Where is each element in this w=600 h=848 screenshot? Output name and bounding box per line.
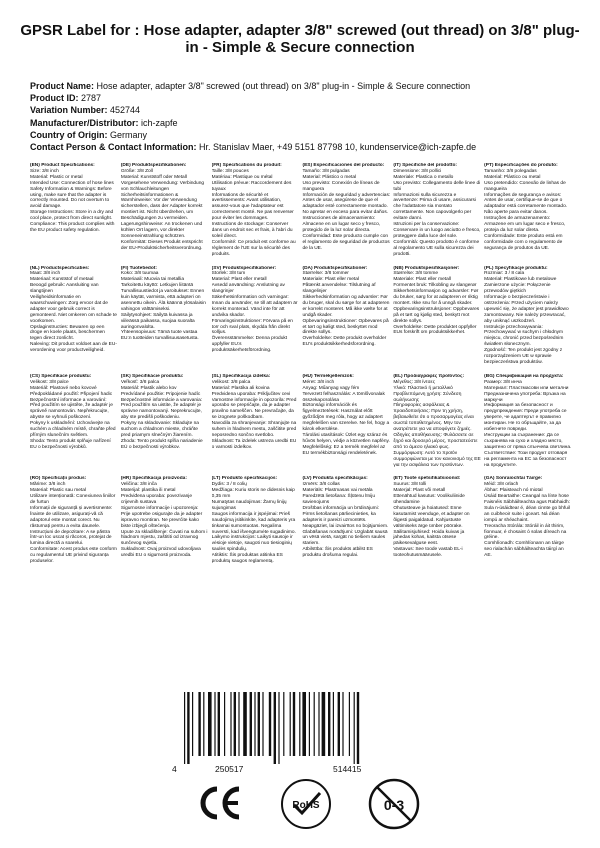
spec-block [121,163,212,258]
product-info-label: Product ID: [30,93,79,104]
spec-block [393,374,484,469]
spec-line: Säilytysohjeet: Säilytä kuivassa ja viileässä paikassa, suojaa suoralta auringonvalolta. [120,312,195,330]
spec-line: Vorgesehene Verwendung: Verbindung von Schlauchleitungen [120,180,205,192]
spec-line: Varnostne informacije in opozorila: Pred uporabo se prepričajte, da je adapter pravilno nameščen. Ne prevračajte, da se izognete poškodbam. [211,397,297,421]
spec-line: Conformidad: Este producto cumple con el reglamento de seguridad de productos de la UE. [302,233,390,251]
product-info-value: Hose adapter, adapter 3/8" screwed (out thread) on 3/8" plug-in - Simple & Secure connection [96,81,471,91]
product-info-value: ich-zapfe [141,117,178,128]
spec-line: Velikost: 3/8 palce [30,379,69,385]
spec-line: Predvídané použitie: Pripojenie hadíc [120,391,201,397]
spec-block [393,266,484,366]
spec-line: Uso previsto: Conexión de líneas de manguera [302,180,380,192]
spec-line: Инструкции за съхранение: Да се съхранява на сухо и хладно място, защитено от пряка слънчева светлина. [484,432,572,450]
spec-line: Lagerungshinweise: An trockenen und kühlen Ort lagern, vor direkter Sonneneinstrahlung schützen. [120,222,203,239]
spec-line: Paredzētā lietošana: Šļūtenu līniju savienojums [302,494,376,506]
spec-line: Overholdelse: Dette produktet oppfyller EUs forskrift om produktsikkerhet. [393,324,477,336]
spec-line: Izmērs: 3/8 collas [302,482,340,488]
spec-line: Säkerhetsinformation och varningar: Innan du använder, se till att adaptern är korrekt monterad. Vänd inte för att undvika skador. [211,295,298,318]
spec-heading: (HU) Termékjellemzők: [302,373,354,379]
barcode-bar [184,692,185,764]
barcode-bar [214,692,215,756]
spec-line: Ohutusteave ja hoiatused: Enne kasutamist veenduge, et adapter on õigesti paigaldatud. Kahjustuste vältimiseks ärge ümber pöörake. [393,505,470,529]
product-info-row [30,80,575,92]
spec-line: Biztonsági információk és figyelmeztetések: Használat előtt győződjön meg róla, hogy az adaptert megfelelően van szerelve. Ne fel, hogy a károk elkerülése. [302,403,390,433]
spec-line: Méret: 3/8 inch [302,379,335,385]
spec-line: Προβλεπόμενη χρήση: Σύνδεση σωλήνωσης [393,391,462,403]
spec-block [393,163,484,258]
barcode-bar [262,692,263,756]
spec-heading: (SV) Produktspecifikationer: [211,265,277,271]
spec-heading: (PT) Especificações do produto: [484,163,558,168]
page-title: GPSR Label for : Hose adapter, adapter 3/8" screwed (out thread) on 3/8" plug-in - Simple & Secure connection [20,22,580,56]
spec-line: Zhoda: Tento produkt spĺňa nariadenie EÚ o bezpečnosti výrobkov. [120,438,203,450]
spec-heading: (PL) Specyfikacje produktu: [484,265,548,271]
barcode-bar [274,692,276,764]
spec-line: Størrelse: 3/8 tomme [393,271,439,277]
spec-line: Instructions de stockage: Conserver dans un endroit sec et frais, à l'abri du soleil direct. [211,222,293,239]
spec-heading: (IT) Specifiche del prodotto: [393,163,458,168]
spec-line: Materijal: plastika ili metal [120,488,176,494]
spec-line: Ettenähtud kasutus: Voolikuliinide ühendamine [393,494,465,506]
spec-block [212,266,303,366]
spec-line: Yhteensopivuus: Tämä tuote vastaa EU:n tuotteiden turvallisuusasetusta. [120,330,199,342]
spec-line: Taille: 3/8 pouces [211,168,249,174]
barcode-bar [333,692,334,756]
barcode-bar [293,692,295,756]
barcode-bar [258,692,260,756]
spec-line: Utilisation prévue: Raccordement des tuyaux [211,180,292,192]
spec-line: Tarkoitettu käyttö: Letkujen liitäntä [120,283,194,289]
spec-heading: (NB) Produktspesifikasjoner: [393,265,460,271]
spec-heading: (DA) Produktspecifikationer: [302,265,368,271]
spec-line: Størrelse: 3/8 tommer [302,271,349,277]
barcode-bar [192,692,193,756]
barcode-bar [318,692,319,756]
spec-line: Maat: 3/8 inch [30,271,61,277]
spec-block [484,476,575,565]
spec-block [121,476,212,565]
spec-line: Rozmiar: 3 / 8 cala [484,271,525,277]
spec-line: Съответствие: Този продукт отговаря на регламента на ЕС за безопасност на продуктите. [484,450,568,468]
spec-heading: (CS) Specifikace produktu: [30,373,92,379]
barcode-digit-left: 4 [172,764,177,774]
spec-heading: (FI) Tuotetiedot: [120,265,157,271]
spec-heading: (GA) Sonraíochtaí Táirge: [484,476,543,482]
spec-line: Oppbevaringsinstruksjoner: Oppbevares på et tørt og kjølig sted, beskytt mot direkte sollys. [393,306,480,324]
spec-line: Koko: 3/8 tuumaa [120,271,159,277]
spec-line: Storlek: 3/8 tum [211,271,246,277]
spec-line: Conformidade: Este produto está em conformidade com o regulamento de segurança de produtos da UE. [484,233,563,251]
spec-line: Veličina: 3/8 inča [120,482,157,488]
product-info-value: 452744 [110,105,141,116]
spec-line: Predviđena uporaba: povezivanje crijevnih sustava [120,494,193,506]
ce-mark-icon [195,778,245,828]
spec-line: Μέγεθος: 3/8 ίντσες [393,379,435,385]
spec-line: Opbevaringsinstruktioner: Opbevares på et tørt og køligt sted, beskyttet mod direkte sollys. [302,318,389,336]
spec-line: Laikymo instrukcijos: Laikyti sausoje ir vėsioje vietoje, saugoti nuo tiesioginių saulės spindulių. [211,535,293,553]
barcode-bar [338,692,340,756]
spec-line: Méid: 3/8 orlach [484,482,519,488]
spec-line: Informations de sécurité et avertissements: Avant utilisation, assurez-vous que l'adaptateur est correctement monté. Ne pas renverser pour éviter les dommages. [211,192,294,222]
spec-line: Overholdelse: Dette produkt overholder EU's produktsikkerhedsforordning. [302,336,387,348]
spec-block [302,374,393,469]
barcode [180,692,425,764]
barcode-bar [269,692,271,756]
spec-line: Material: Kunststoff oder Metall [120,174,187,180]
spec-line: Atitiktis: Šis produktas atitinka ES produktų saugos reglamentą. [211,553,283,565]
spec-line: Skladnost: Ta izdelek ustreza uredbi EU o varnosti izdelkov. [211,438,297,450]
product-info-value: Germany [110,129,148,140]
spec-line: Materiaali: Muovia tai metallia [120,277,185,283]
product-info-row [30,129,575,141]
barcode-bar [328,692,330,756]
compliance-icons [180,778,440,834]
spec-line: Οδηγίες αποθήκευσης: Φυλάσσετε σε ξηρό και δροσερό μέρος, προστατεύστε από το άμεσο ηλιακό φως. [393,432,478,450]
spec-line: Mărime: 3/8 inch [30,482,66,488]
barcode-bar [283,692,284,756]
barcode-bar [198,692,200,756]
spec-heading: (FR) Spécifications du produit: [211,163,282,168]
spec-line: Tervezett felhasználás: A tömlővonalak összekapcsolása [302,391,385,403]
spec-block [484,163,575,258]
specs-row [30,266,575,366]
spec-line: Veiligheidsinformatie en waarschuwingen: Zorg ervoor dat de adapter voor gebruik correct is gemonteerd. Niet omkeren om schade te voorkomen. [30,295,117,324]
spec-line: Conformité: Ce produit est conforme au règlement de l'UE sur la sécurité des produits. [211,239,296,257]
spec-line: Υλικό: Πλαστικό ή μεταλλικό [393,385,453,391]
spec-block [212,476,303,565]
barcode-bar [203,692,204,756]
barcode-bar [354,692,355,764]
spec-block [30,374,121,469]
spec-line: Předpokládané použití: Připojení hadic [30,391,113,397]
spec-line: Saugos informacija ir įspėjimai: Prieš naudojimą įsitikinkite, kad adapteris yra tinkamai sumontuotas. Negalima nuversti, kad išvengtumėte sugadinimo. [211,511,296,535]
product-info-row [30,104,575,116]
spec-line: Πληροφορίες ασφάλειας & προειδοποιήσεις: Πριν τη χρήση, βεβαιωθείτε ότι ο προσαρμογέας είναι σωστά τοποθετημένος. Μην τον ανατρέπετε για να αποφύγετε ζημιές. [393,403,474,433]
spec-line: Faisnéis Sábháilteachta agus Rabhaidh: Sula n-úsáidtear é, déan cinnte go bhfuil an cuibheoir suite i gceart. Ná déan iompú ar shéachaint. [484,500,571,523]
spec-heading: (HR) Specifikacija proizvoda: [120,476,187,482]
spec-line: Material: Plastic sau metal [30,488,86,494]
age-0-3-warning-icon [368,778,420,830]
spec-line: Información de seguridad y advertencias: Antes de usar, asegúrese de que el adaptador esté correctamente montado. No apretar en exceso para evitar daños. [302,192,391,216]
spec-line: Treoracha Stórála: Stóráil in áit thirim, fionnuar, é chosaint ó solas díreach na gréine. [484,523,567,541]
product-info-label: Product Name: [30,81,95,91]
spec-line: Materiaal: Kunststof of metaal [30,277,94,283]
spec-block [30,476,121,565]
spec-line: Bezpečnostné informácie a varovania: Pred použitím sa uistite, že adaptér je správne namontovaný. Neprekrucujte, aby ste predišli poškodeniu. [120,397,203,421]
specs-grid [30,163,575,573]
spec-line: Drošības informācija un brīdinājumi: Pirms lietošanas pārliecinieties, ka adapteris ir pareizi uzmontēts. Neapgāziet, lai izvairītos no bojājumiem. [302,505,389,529]
barcode-bar [208,692,212,756]
spec-line: Sicherheitsinformationen & Warnhinweise: Vor der Verwendung sicherstellen, dass der Adapter korrekt montiert ist. Nicht überdrehen, um Beschädigungen zu vermeiden. [120,192,203,222]
spec-line: Material: Plast eller metall [211,277,267,283]
barcode-bar [314,692,315,756]
spec-line: Numatytas naudojimas: Žarnų linijų sujungimas [211,500,287,511]
spec-block [121,374,212,469]
spec-line: Storage Instructions: Store in a dry and cool place, protect from direct sunlight. [30,210,114,222]
spec-heading: (LT) Produkto specifikacijos: [211,476,278,482]
spec-line: Megfelelőség: Ez a termék megfelel az EU termékbiztonsági rendeletének. [302,444,386,456]
spec-block [302,163,393,258]
spec-line: Tamaño: 3/8 pulgadas [302,168,350,174]
spec-line: Matériau: Plastique ou métal [211,174,273,180]
spec-line: Navodila za shranjevanje: Shranjujte na suhem in hladnem mestu, zaščitite pred neposredno sončno svetlobo. [211,421,297,438]
spec-line: Uso pretendido: Conexão de linhas de mangueira [484,180,566,192]
spec-line: Bezpečnostní informace a varování: Před použitím se ujistěte, že adaptér je správně namontován. Nepřekrucujte, abyste se vyhnuli poškození. [30,397,113,421]
specs-row [30,476,575,565]
spec-line: Instrukcje przechowywania: Przechowywać w suchym i chłodnym miejscu, chronić przed bezpośrednim światłem słonecznym. [484,324,564,348]
spec-line: Glabāšanas norādījumi: Uzglabāt sausā un vēsā vietā, sargāt no tiešiem saules stariem. [302,529,388,547]
spec-line: Istruzioni per la conservazione: Conservare in un luogo asciutto e fresco, proteggere dalla luce del sole. [393,222,481,239]
spec-heading: (RO) Specificații produs: [30,476,87,482]
spec-line: Úsáid Beartaithe: Ceangal na línte hose [484,494,569,500]
spec-heading: (SK) Špecifikácie produktu: [120,373,184,379]
spec-line: Comhlíonadh: Comhlíonann an táirge seo rialachán sábháilteachta táirgí an AE. [484,541,564,559]
product-info [30,80,575,153]
spec-block [302,266,393,366]
spec-line: Информация за безопасност и предупреждения: Преди употреба се уверете, че адаптерът е правилно монтиран. Не го обръщайте, за да избегнете повреди. [484,403,567,433]
spec-line: Sikkerhetsinformasjon og advarsler: Før du bruker, sørg for at adapteren er riktig montert. Ikke snu for å unngå skader. [393,289,479,306]
spec-block [484,266,575,366]
spec-line: Предназначена употреба: Връзка на маркучи [484,391,566,403]
product-info-label: Manufacturer/Distributor: [30,117,139,128]
specs-row [30,163,575,258]
barcode-bar [230,692,231,756]
spec-line: Instrucciones de almacenamiento: Almacene en un lugar seco y fresco, protegido de la luz solar directa. [302,216,381,233]
spec-line: Medžiaga: Kuriu storis ne didesnis kaip 0,35 mm [211,488,295,500]
barcode-digits-mid: 250517 [215,764,244,774]
spec-line: Dydis: 3 / 8 colių [211,482,247,488]
spec-line: Tamanho: 3/8 polegadas [484,168,537,174]
spec-line: Materiál: Plastové nebo kovové [30,385,97,391]
spec-line: Upute za skladištenje: Čuvati na suhom i hladnom mjestu, zaštititi od izravnog sunčevog svjetla. [120,529,208,547]
spec-line: Informações de segurança e avisos: Antes de usar, certifique-se de que o adaptador está corretamente montado. Não aperte para evitar danos. [484,192,568,216]
spec-line: Materiale: Plastica o metallo [393,174,454,180]
barcode-bar [290,692,291,756]
spec-line: Suurus: 3/8 tolli [393,482,427,488]
spec-line: Beoogd gebruik: Aansluiting van slangtijnen [30,283,99,295]
spec-line: Pokyny k uskladnění: Uchovávejte na suchém a chladném místě, chraňte před přímým slunečním světlem. [30,421,116,438]
spec-line: Uso previsto: Collegamento delle linee di tubi [393,180,481,192]
barcode-bar [254,692,255,756]
spec-line: Material: Plastic or metal [30,174,83,180]
spec-line: Materiale: Plast eller metal [302,277,360,283]
barcode-bar [299,692,300,756]
spec-block [302,476,393,565]
spec-line: Zgodność: Ten produkt jest zgodny z rozporządzeniem UE w sprawie bezpieczeństwa produktów. [484,348,563,365]
spec-line: Informacje o bezpieczeństwie i ostrzeżenia: Przed użyciem należy upewnić się, że adapter jest prawidłowo zamontowany. Nie należy przewracać, aby uniknąć uszkodzeń. [484,295,569,324]
spec-line: Pokyny na skladovanie: Skladujte na suchom a chladnom mieste, chráňte pred priamym slnečným žiarením. [120,421,199,438]
spec-line: Velikost: 3/8 palca [211,379,251,385]
spec-line: Säilitamisjuhised: Hoida kuivas ja jahedas kohas, kaitsta otsese päikesevalguse eest. [393,529,465,547]
barcode-bar [278,692,279,764]
spec-heading: (DE) Produktspezifikationen: [120,163,187,168]
spec-line: Informazioni sulla sicurezza e avvertenze: Prima di usare, assicurarsi che l'adattatore sia montato correttamente. Non capovolgerlo per evitare danni. [393,192,476,222]
product-info-label: Contact Person & Contact Information: [30,142,197,153]
spec-line: Material: Plastika ali kovina [211,385,270,391]
spec-line: Material: Plástico o metal [302,174,357,180]
spec-line: Size: 3/8 inch [30,168,59,174]
spec-line: Conformitate: Acest produs este conform cu regulamentul UE privind siguranța produselor. [30,547,117,565]
specs-row [30,374,575,469]
rohs-icon [280,778,332,830]
spec-line: Materiál: Plastik alebo kov [120,385,177,391]
spec-line: Turvallisuustiedot ja varoitukset: Ennen kuin käytät, varmista, että adapteri on asennettu oikein. Älä käännä ylösalaisin vahingon välttämiseksi. [120,289,206,312]
barcode-bar [349,692,350,756]
spec-line: Safety Information & Warnings: Before using, make sure that the adapter is correctly mounted. Do not overturn to avoid damage. [30,186,112,210]
spec-line: Συμμόρφωση: Αυτό το προϊόν συμμορφώνεται με τον κανονισμό της ΕΕ για την ασφάλεια των προϊόντων. [393,450,481,468]
product-info-row [30,141,575,153]
barcode-bar [187,692,189,764]
barcode-bar [243,692,247,756]
spec-heading: (SL) Specifikacija izdelka: [211,373,271,379]
spec-block [393,476,484,565]
barcode-bar [342,692,343,756]
spec-line: Tárolási utasítások: Üzlet egy száraz és hűvös helyen, védje a közvetlen napfény. [302,432,390,444]
barcode-bar [322,692,326,756]
barcode-bar [238,692,239,756]
spec-line: Материал: Пластмасови или метални [484,385,569,391]
product-info-value: 2787 [81,93,102,104]
barcode-bar [218,692,220,756]
spec-line: Överensstämmelse: Denna produkt uppfyller EU:s produktsäkerhetsförordning. [211,336,288,354]
spec-heading: (ET) Toote spetsifikatsioonid: [393,476,461,482]
spec-line: Utilizare intenționată: Conexiunea liniilor de furtun [30,494,116,506]
product-info-value: Hr. Stanislav Maer, +49 5151 87798 10, kundenservice@ich-zapfe.de [199,142,477,153]
spec-line: Avsedd användning: Anslutning av slangrinjer [211,283,285,295]
barcode-bar [357,692,359,764]
product-info-label: Variation Number: [30,105,108,116]
barcode-bar [234,692,236,756]
spec-heading: (BG) Спецификация на продукта: [484,373,564,379]
svg-text:0-3: 0-3 [383,797,405,813]
spec-line: Konformität: Dieses Produkt entspricht der EU-Produktsicherheitsverordnung. [120,239,203,251]
spec-heading: (NL) Productspecificaties: [30,265,90,271]
product-info-label: Country of Origin: [30,129,108,140]
spec-line: Instruções de armazenamento: Armazene em um lugar seco e fresco, proteja da luz solar direta. [484,216,566,233]
spec-line: Veľkosť: 3/8 palca [120,379,160,385]
spec-block [212,374,303,469]
spec-line: Materjal: Plast või metall [393,488,446,494]
spec-line: Conformità: Questo prodotto è conforme al regolamento UE sulla sicurezza dei prodotti. [393,239,480,257]
spec-line: Informații de siguranță și avertismente: Înainte de utilizare, asigurați-vă că adaptorul este montat corect. Nu răsturnați pentru a evita daunele. [30,505,113,529]
spec-line: Dimensione: 3/8 pollici [393,168,442,174]
spec-line: Påtænkt anvendelse: Tilslutning af slangelinjer [302,283,376,295]
spec-line: Размер: 3/8 инча [484,379,522,385]
spec-line: Sukladnost: Ovaj proizvod udovoljava uredbi EU o sigurnosti proizvoda. [120,547,201,559]
svg-text:RoHS: RoHS [292,800,320,811]
spec-block [212,163,303,258]
barcode-digits-right: 514415 [333,764,362,774]
spec-line: Zamierzone użycie: Połączenie przewodów giętkich [484,283,551,295]
spec-line: Förvaringsinstruktioner: Förvara på en torr och sval plats, skydda från direkt solljus. [211,318,293,336]
spec-block [30,163,121,258]
spec-line: Atbilstība: Šis produkts atbilst ES produktu drošuma regulai. [302,547,373,559]
spec-line: Materiał: Plastikowe lub metalowe [484,277,557,283]
spec-line: Instrucțiuni de depozitare: A se păstra într-un loc uscat și răcoros, protejat de lumina directă a soarelui. [30,529,112,547]
spec-line: Intended Use: Connection of hose lines [30,180,114,186]
spec-line: Predvidena uporaba: Priključitev cevi [211,391,291,397]
spec-line: Anyag: Műanyag vagy fém [302,385,360,391]
product-info-row [30,117,575,129]
spec-line: Formentet bruk: Tilkobling av slangerør [393,283,477,289]
spec-line: Naleving: Dit product voldoet aan de EU-verordening voor productveiligheid. [30,342,117,354]
spec-line: Material: Plástico ou metal [484,174,541,180]
spec-line: Größe: 3/8 Zoll [120,168,153,174]
spec-line: Sigurnosne informacije i upozorenja: Prije upotrebe osigurajte da je adapter ispravno montiran. Ne prevrćite kako biste izbjegli oštećenja. [120,505,203,529]
barcode-bar [224,692,225,756]
barcode-bar [250,692,252,756]
spec-line: Vastavus: See toode vastab EL-i tooteohutusmäärusele. [393,547,463,559]
product-info-row [30,92,575,104]
spec-heading: (EL) Προδιαγραφές προϊόντος: [393,373,465,379]
spec-block [484,374,575,469]
spec-line: Ábhar: Plaisteach nó miotal [484,488,543,494]
spec-line: Opslaginstructies: Bewaren op een droge en koele plaats, beschermen tegen direct zonlicht. [30,324,105,342]
spec-heading: (EN) Product Specifications: [30,163,95,168]
spec-line: Shoda: Tento produkt splňuje nařízení EU o bezpečnosti výrobků. [30,438,111,450]
spec-line: Materiāls: Plastmasas vai metāla [302,488,373,494]
spec-block [121,266,212,366]
spec-heading: (LV) Produkta specifikācijas: [302,476,368,482]
spec-heading: (ES) Especificaciones del producto: [302,163,385,168]
spec-line: Sikkerhedsinformation og advarsler: Før du bruger, skal du sørge for at adapteren er korrekt monteret. Må ikke vælte for at undgå skader. [302,295,390,318]
barcode-bar [302,692,306,756]
spec-line: Materiale: Plast eller metall [393,277,451,283]
spec-line: Compliance: This product complies with the EU product safety regulation. [30,222,115,233]
spec-block [30,266,121,366]
barcode-bar [309,692,310,756]
